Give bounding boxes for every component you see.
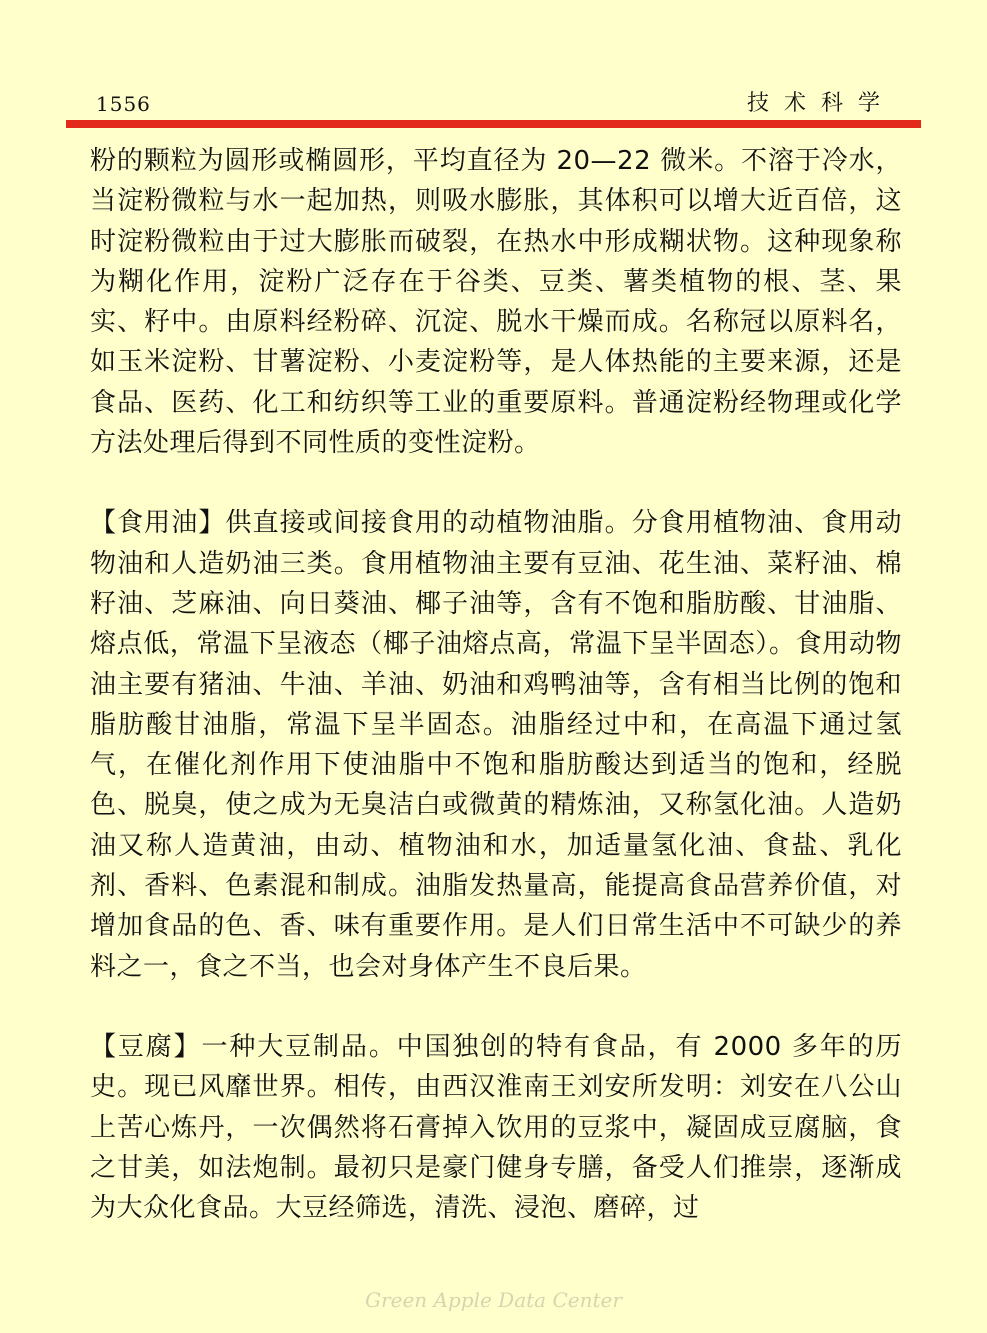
running-title: 技术科学 [746,91,895,116]
watermark: Green Apple Data Center [365,1288,622,1312]
page-number: 1556 [96,92,151,116]
article-body [90,141,902,1228]
header-rule [66,120,921,128]
paragraph-edible-oil: 【食用油】供直接或间接食用的动植物油脂。分食用植物油、食用动物油和人造奶油三类。食用植物油主要有豆油、花生油、菜籽油、棉籽油、芝麻油、向日葵油、椰子油等，含有不饱和脂肪酸、甘油脂、熔点低，常温下呈液态（椰子油熔点高，常温下呈半固态）。食用动物油主要有猪油、牛油、羊油、奶油和鸡鸭油等，含有相当比例的饱和脂肪酸甘油脂，常温下呈半固态。油脂经过中和，在高温下通过氢气，在催化剂作用下使油脂中不饱和脂肪酸达到适当的饱和，经脱色、脱臭，使之成为无臭洁白或微黄的精炼油，又称氢化油。人造奶油又称人造黄油，由动、植物油和水，加适量氢化油、食盐、乳化剂、香料、色素混和制成。油脂发热量高，能提高食品营养价值，对增加食品的色、香、味有重要作用。是人们日常生活中不可缺少的养料之一，食之不当，也会对身体产生不良后果。 [90,508,902,982]
page-header [92,86,895,116]
paragraph-tofu: 【豆腐】一种大豆制品。中国独创的特有食品，有 2000 多年的历史。现已风靡世界。相传，由西汉淮南王刘安所发明：刘安在八公山上苦心炼丹，一次偶然将石膏掉入饮用的豆浆中，凝固成豆腐脑，食之甘美，如法炮制。最初只是豪门健身专膳，备受人们推崇，逐渐成为大众化食品。大豆经筛选，清洗、浸泡、磨碎，过 [90,1031,902,1224]
paragraph-starch: 粉的颗粒为圆形或椭圆形，平均直径为 20—22 微米。不溶于冷水，当淀粉微粒与水一起加热，则吸水膨胀，其体积可以增大近百倍，这时淀粉微粒由于过大膨胀而破裂，在热水中形成糊状物。这种现象称为糊化作用，淀粉广泛存在于谷类、豆类、薯类植物的根、茎、果实、籽中。由原料经粉碎、沉淀、脱水干燥而成。名称冠以原料名，如玉米淀粉、甘薯淀粉、小麦淀粉等，是人体热能的主要来源，还是食品、医药、化工和纺织等工业的重要原料。普通淀粉经物理或化学方法处理后得到不同性质的变性淀粉。 [90,146,902,459]
